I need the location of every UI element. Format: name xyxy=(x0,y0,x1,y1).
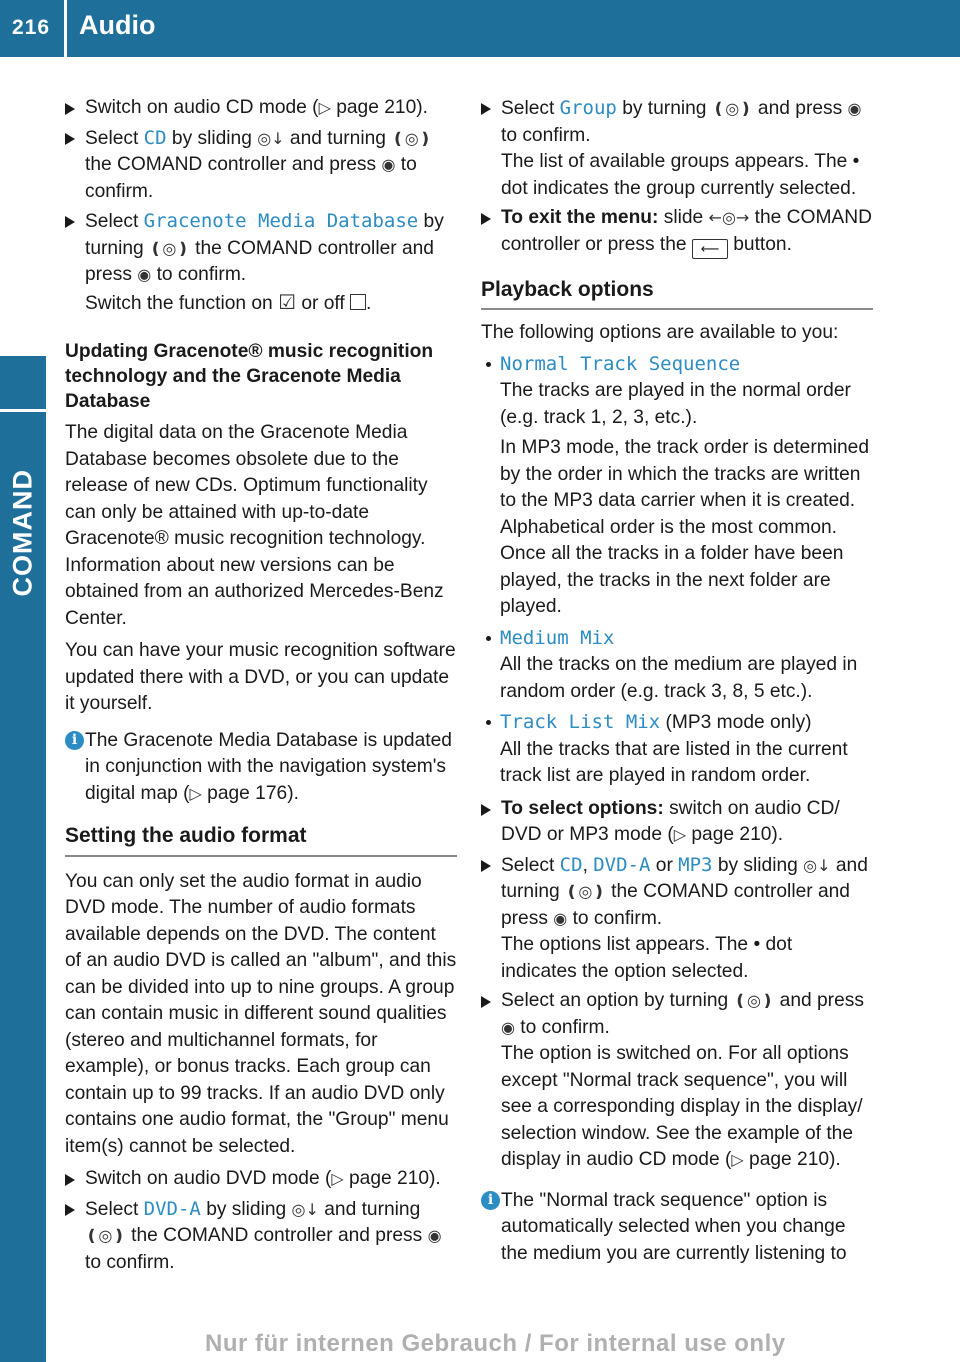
page-number: 216 xyxy=(12,16,51,39)
header-divider xyxy=(64,0,67,57)
press-icon: ◉ xyxy=(501,1017,515,1037)
option-normal-track-sequence: Normal Track Sequence The tracks are played in the normal order (e.g. track 1, 2, 3, etc.). In MP3 mode, the track order is determined by the order in which the tracks are written to the MP3 data carrier when it is created. Alphabetical order is the most common. Once all the tracks in a folder have been played, the tracks in the next folder are played. xyxy=(481,351,873,621)
info-icon: i xyxy=(481,1191,500,1210)
step-select-cd: Select CD by sliding ◎↓ and turning ❪◎❫ the COMAND controller and press ◉ to confirm. xyxy=(65,125,457,206)
step-arrow-icon xyxy=(481,996,491,1008)
step-exit-menu: To exit the menu: slide ←◎→ the COMAND controller or press the ⟵ button. xyxy=(481,205,873,259)
paragraph: The following options are available to you: xyxy=(481,322,839,343)
option-medium-mix: Medium Mix All the tracks on the medium are played in random order (e.g. track 3, 8, 5 etc.). xyxy=(481,625,873,706)
watermark: Nur für internen Gebrauch / For internal use only xyxy=(205,1330,786,1357)
option-label: Normal Track Sequence xyxy=(500,352,741,375)
press-icon: ◉ xyxy=(553,908,568,928)
menu-item-cd: CD xyxy=(143,126,167,149)
info-note: i The Gracenote Media Database is updated in conjunction with the navigation system's digital map (▷ page 176). xyxy=(65,728,457,808)
menu-item-mp3: MP3 xyxy=(678,853,713,876)
step-arrow-icon xyxy=(481,804,491,816)
step-arrow-icon xyxy=(65,216,75,228)
menu-item-dvd-a: DVD-A xyxy=(143,1197,201,1220)
dot-icon: • xyxy=(753,934,761,955)
step-switch-on-dvd: Switch on audio DVD mode (▷ page 210). xyxy=(65,1166,457,1193)
turn-icon: ❪◎❫ xyxy=(733,991,775,1010)
step-select-gracenote: Select Gracenote Media Database by turning ❪◎❫ the COMAND controller and press ◉ to confirm. Switch the function on ☑ or off . xyxy=(65,208,457,317)
menu-item-gracenote-db: Gracenote Media Database xyxy=(143,210,419,232)
press-icon: ◉ xyxy=(137,265,152,284)
left-column xyxy=(65,95,457,1279)
step-arrow-icon xyxy=(65,103,75,115)
step-select-group: Select Group by turning ❪◎❫ and press ◉ to confirm. The list of available groups appears. The • dot indicates the group currently selected. xyxy=(481,95,873,202)
option-label: Medium Mix xyxy=(500,626,615,649)
menu-item-cd: CD xyxy=(559,853,583,876)
turn-icon: ❪◎❫ xyxy=(565,882,606,901)
turn-icon: ❪◎❫ xyxy=(85,1226,126,1245)
page-ref-icon: ▷ xyxy=(189,783,202,803)
paragraph: The digital data on the Gracenote Media Database becomes obsolete due to the release of new CDs. Optimum functionality can only be attained with up-to-date Gracenote® music recognition technology. Information about new versions can be obtained from an authorized Mercedes-Benz Center. xyxy=(65,422,444,629)
page-ref-icon: ▷ xyxy=(731,1150,744,1169)
step-select-options: To select options: switch on audio CD/ DVD or MP3 mode (▷ page 210). xyxy=(481,796,873,849)
section-heading-audio-format: Setting the audio format xyxy=(65,823,457,857)
step-switch-on-cd: Switch on audio CD mode (▷ page 210). xyxy=(65,95,457,122)
press-icon: ◉ xyxy=(427,1226,442,1245)
turn-icon: ❪◎❫ xyxy=(149,238,190,258)
step-arrow-icon xyxy=(65,1174,75,1186)
step-select-source: Select CD, DVD-A or MP3 by sliding ◎↓ and turning ❪◎❫ the COMAND controller and press ◉ to confirm. The options list appears. The • dot indicates the option selected. xyxy=(481,852,873,986)
bullet-icon xyxy=(486,636,491,641)
info-icon: i xyxy=(65,731,84,750)
turn-icon: ❪◎❫ xyxy=(711,99,753,118)
info-note: i The "Normal track sequence" option is automatically selected when you change the medium you are currently listening to xyxy=(481,1188,873,1268)
side-tab-label xyxy=(8,555,39,597)
step-arrow-icon xyxy=(65,133,75,145)
right-column xyxy=(481,95,873,1267)
checkbox-on-icon: ☑ xyxy=(278,289,296,314)
section-heading-playback-options: Playback options xyxy=(481,277,873,311)
back-button-icon: ⟵ xyxy=(692,239,728,259)
page-title: Audio xyxy=(79,10,156,40)
menu-item-dvd-a: DVD-A xyxy=(593,853,651,876)
page-header xyxy=(0,0,960,57)
turn-icon: ❪◎❫ xyxy=(391,128,433,148)
checkbox-off-icon xyxy=(350,294,366,310)
slide-down-icon: ◎↓ xyxy=(803,855,831,875)
press-icon: ◉ xyxy=(847,99,862,118)
page-ref-icon: ▷ xyxy=(318,98,331,117)
slide-down-icon: ◎↓ xyxy=(291,1199,319,1219)
page-ref-icon: ▷ xyxy=(331,1169,344,1188)
slide-down-icon: ◎↓ xyxy=(257,128,285,148)
bullet-icon xyxy=(486,362,491,367)
bullet-icon xyxy=(486,720,491,725)
step-arrow-icon xyxy=(65,1204,75,1216)
side-tab-marker xyxy=(0,356,46,409)
dot-icon: • xyxy=(852,151,860,172)
paragraph: You can only set the audio format in audio DVD mode. The number of audio formats available depends on the DVD. The content of an audio DVD is called an "album", and this can be divided into up to nine groups. A group can contain music in different sound qualities (stereo and multichannel formats, for example), or bonus tracks. Each group can contain up to 99 tracks. If an audio DVD only contains one audio format, the "Group" menu item(s) cannot be selected. xyxy=(65,870,457,1157)
menu-item-group: Group xyxy=(559,97,617,119)
step-select-option: Select an option by turning ❪◎❫ and press ◉ to confirm. The option is switched on. For all options except "Normal track sequence", you will see a corresponding display in the display/ selection window. See the example of the display in audio CD mode (▷ page 210). xyxy=(481,988,873,1174)
subheading-updating-gracenote: Updating Gracenote® music recognition technology and the Gracenote Media Database xyxy=(65,341,434,412)
step-arrow-icon xyxy=(481,213,491,225)
step-select-dvd-a: Select DVD-A by sliding ◎↓ and turning ❪◎❫ the COMAND controller and press ◉ to confirm. xyxy=(65,1196,457,1277)
step-arrow-icon xyxy=(481,103,491,115)
option-label: Track List Mix xyxy=(500,711,661,733)
option-track-list-mix: Track List Mix (MP3 mode only) All the tracks that are listed in the current track list are played in random order. xyxy=(481,709,873,790)
slide-left-right-icon: ←◎→ xyxy=(708,208,750,227)
press-icon: ◉ xyxy=(381,155,396,174)
paragraph: You can have your music recognition software updated there with a DVD, or you can update it yourself. xyxy=(65,640,456,714)
step-arrow-icon xyxy=(481,860,491,872)
page-ref-icon: ▷ xyxy=(673,825,687,844)
